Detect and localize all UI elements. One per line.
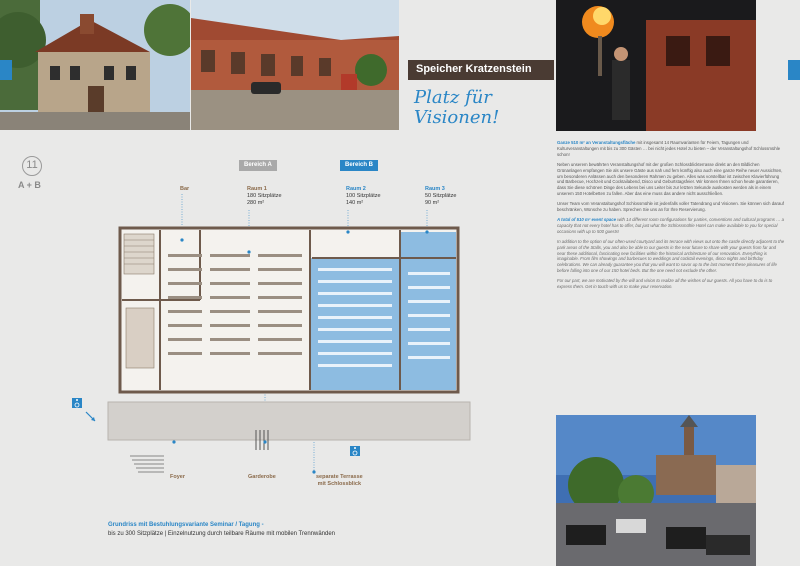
area-label-a: Bereich A [239, 160, 277, 171]
paragraph-en-3: For our part, we are motivated by the will and vision to realize all the wishes of our guests. All you have to do is to express them. Get in touch with us to make your reservation. [557, 278, 773, 290]
section-label: A + B [18, 180, 41, 190]
description-column [557, 140, 785, 294]
room-label-bar: Bar [180, 186, 190, 192]
tagline: Platz für Visionen! [414, 87, 500, 128]
label-terrasse: separate Terrasse mit Schlossblick [316, 474, 363, 487]
paragraph-en-1: A total of 510 m² event space with 14 different room configurations for parties, conventions and cultural programs … a capacity that not every hotel has to offer, but just what the Schlossmühle Hotel can make available to you for special occasions with up to 500 guests! [557, 216, 784, 234]
wheelchair-icon [350, 446, 360, 456]
paragraph-de-3: Unser Team vom Veranstaltungshof Schlossmühle ist jedenfalls voller Tatendrang und Visionen. Sie können sich darauf beschränken, Wünsche zu haben. Sprechen Sie uns an für Ihre Reservierung. [557, 201, 784, 213]
wheelchair-icon [72, 398, 82, 408]
label-garderobe: Garderobe [248, 474, 276, 480]
room-label-raum1: Raum 1 180 Sitzplätze 280 m² [247, 186, 282, 206]
room-label-raum2: Raum 2 100 Sitzplätze 140 m² [346, 186, 381, 206]
area-label-b: Bereich B [340, 160, 378, 171]
paragraph-de-2: Neben unserem bewährten Veranstaltungshof mit der großen Schlossblickterrasse direkt an den Bildlichen Grünanlagen empfangen Sie als unsere Gäste aus nah und fern künftig also auch eine ganze Reihe neuer Aussichten, um besonderen Anlässen auch den besonderen Rahmen zu geben. Alles was vorstellbar ist zwischen Klavierführung und Barbecue, Hochzeit und Cocktailabend, Disco und Geburtstagsfeier. Wir können Ihnen schon heute garantieren, dass Sie diese schönen Dinge des Lebens bei uns Leiter bis zur letzten Sekunde auskosten werden als in einem unserem 150 Hotelbetten zu fallen. Aber das eine muss das andere nicht ausschließen. [557, 161, 783, 197]
label-foyer: Foyer [170, 474, 185, 480]
page-number: 11 [22, 156, 42, 176]
entrance-arrow-icon [84, 410, 98, 424]
room-label-raum3: Raum 3 50 Sitzplätze 90 m² [425, 186, 457, 206]
plan-caption: Grundriss mit Bestuhlungsvariante Seminar / Tagung - bis zu 300 Sitzplätze | Einzelnutzung durch teilbare Räume mit mobilen Trennwänden [108, 522, 336, 537]
page-title: Speicher Kratzenstein [408, 60, 554, 80]
paragraph-de-1: Ganze 510 m² an Veranstaltungsfläche mit insgesamt 14 Raumvarianten für Feiern, Tagungen und Kulturveranstaltungen mit bis zu 300 Gästen … bei nicht jedes Hotel zu bieten – der Veranstaltungshof Schlossmühle schon! [557, 140, 781, 157]
paragraph-en-2: In addition to the option of our often-used courtyard and its terrace with views out onto the castle directly adjacent to the park areas of the Stalls, you and also be able to our guests in the near future to share with your guests from far and near these additional, fascinating new facilities within the historical architecture of our renovation. Everything is imaginable. From film showings and barbecues to weddings and cocktail evenings, disco nights and birthday celebrations. We can already guarantee you that you will want to savor up to the last moment these pleasures of life before falling into one of our 150 hotel beds. But the one need not exclude the other. [557, 238, 785, 274]
